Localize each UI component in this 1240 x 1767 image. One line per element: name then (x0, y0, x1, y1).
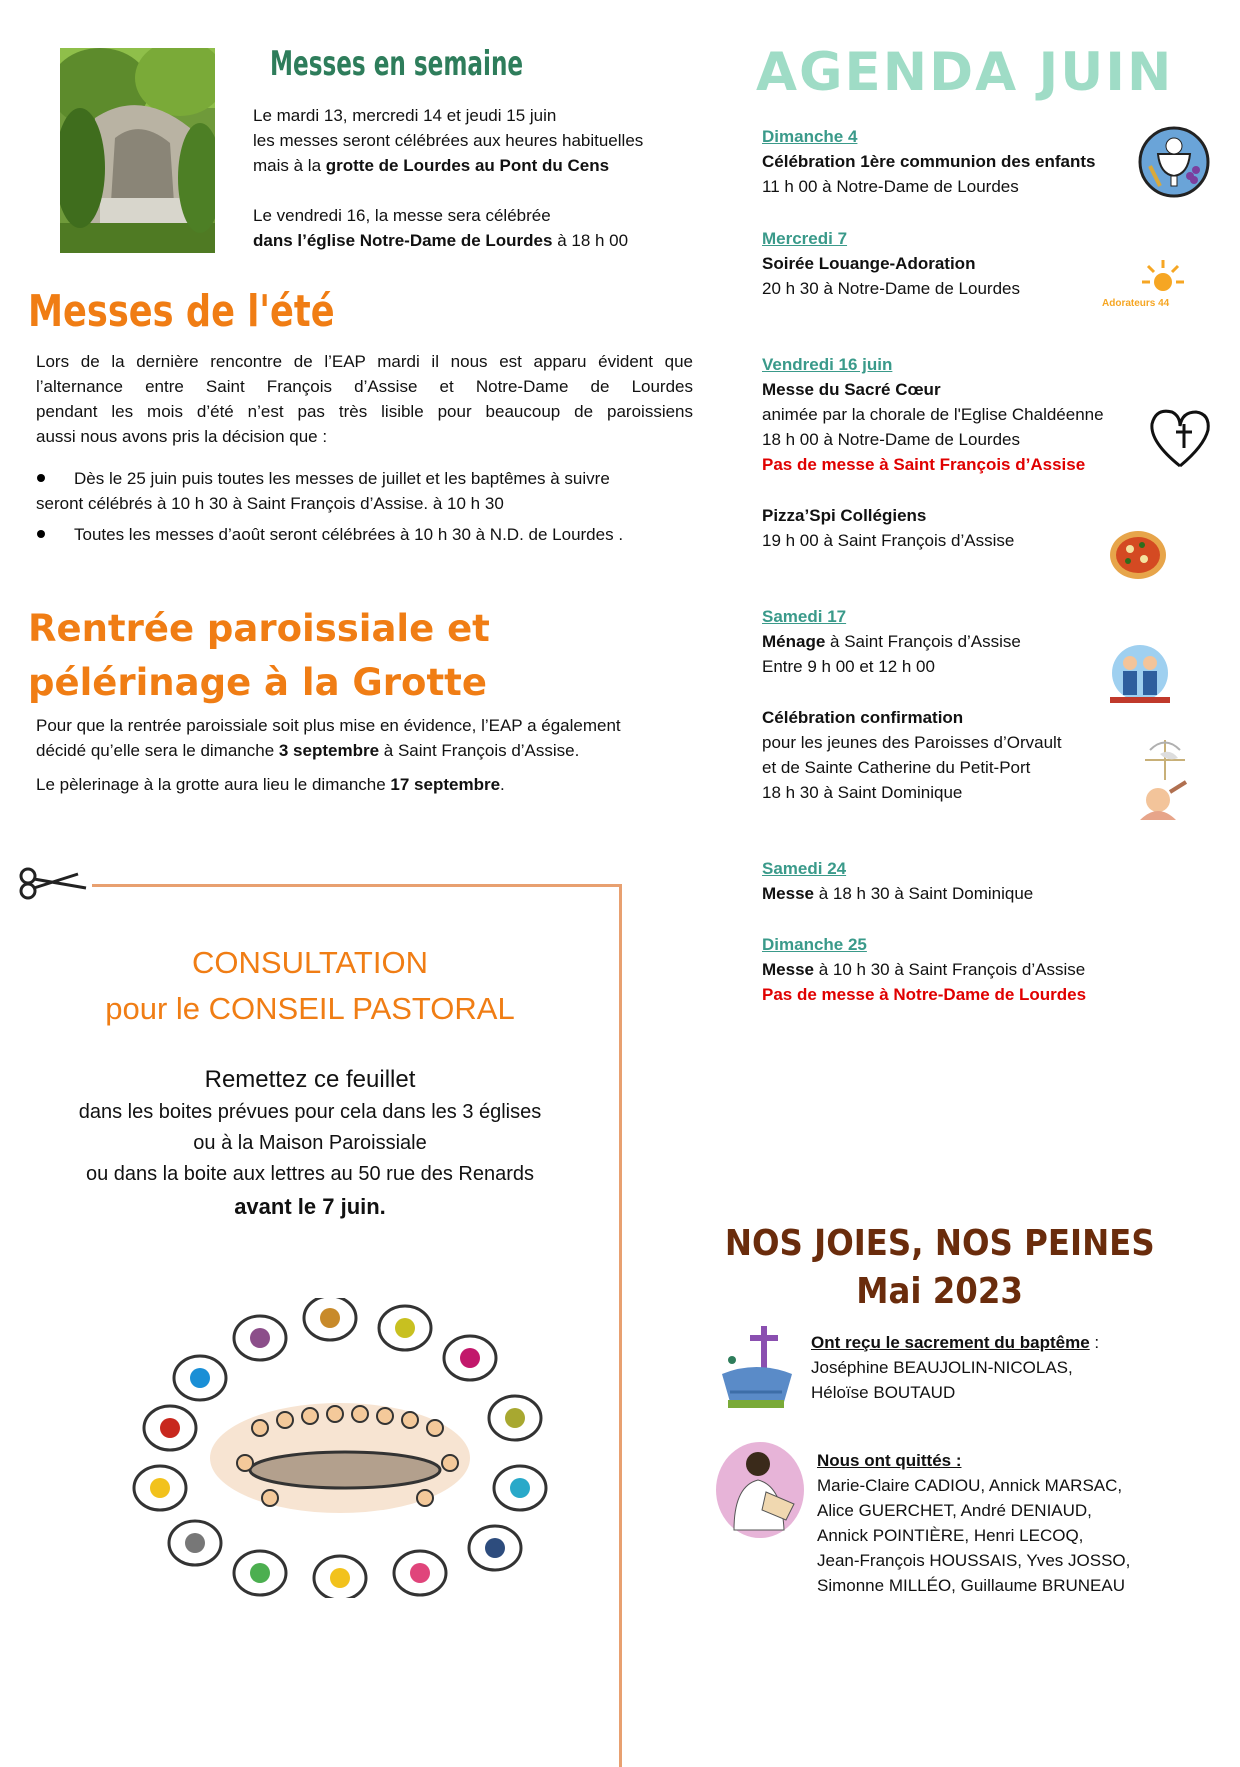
agenda-date-ven16: Vendredi 16 juin (762, 355, 893, 374)
quittes-text: Nous ont quittés : Marie-Claire CADIOU, Annick MARSAC, Alice GUERCHET, André DENIAUD, Annick POINTIÈRE, Henri LECOQ, Jean-François HOUSSAIS, Yves JOSSO, Simonne MILLÉO, Guillaume BRUNEAU (817, 1451, 1131, 1595)
semaine-title: Messes en semaine (270, 44, 524, 84)
discussion-group-icon (120, 1298, 560, 1598)
agenda-date-mer7: Mercredi 7 (762, 229, 848, 248)
communion-icon (1138, 126, 1210, 198)
funeral-icon (714, 1440, 806, 1540)
sun-adorateurs-icon (1100, 258, 1190, 318)
joies-title: NOS JOIES, NOS PEINES Mai 2023 (725, 1223, 1155, 1312)
bapteme-text: Ont reçu le sacrement du baptême : Joséphine BEAUJOLIN-NICOLAS, Héloïse BOUTAUD (811, 1333, 1100, 1402)
rentree-title: Rentrée paroissiale et pélérinage à la Grotte (28, 607, 490, 704)
scissors-icon (16, 866, 96, 900)
agenda-title: AGENDA JUIN (756, 42, 1174, 103)
consultation-title: CONSULTATION pour le CONSEIL PASTORAL (105, 945, 515, 1026)
grotto-photo (60, 48, 215, 253)
semaine-text: Le mardi 13, mercredi 14 et jeudi 15 juin les messes seront célébrées aux heures habituelles mais à la grotte de Lourdes au Pont du Cens Le vendredi 16, la messe sera célébrée dans l’église Notre-Dame de Lourdes à 18 h 00 (253, 106, 644, 250)
confirmation-icon (1130, 730, 1200, 822)
pizza-icon (1108, 529, 1168, 581)
rentree-text: Pour que la rentrée paroissiale soit plus mise en évidence, l’EAP a également décidé qu’elle sera le dimanche 3 septembre à Saint François d’Assise. Le pèlerinage à la grotte aura lieu le dimanche 17 septembre. (36, 716, 621, 794)
consultation-text: Remettez ce feuillet dans les boites prévues pour cela dans les 3 églises ou à la Maison Paroissiale ou dans la boite aux lettres au 50 rue des Renards avant le 7 juin. (78, 1066, 542, 1219)
ete-bullets: Dès le 25 juin puis toutes les messes de juillet et les baptêmes à suivre seront célébrés à 10 h 30 à Saint François d’Assise. à 10 h 30 Toutes les messes d’août seront célébrées à 10 h 30 à N.D. de Lourdes . (36, 469, 624, 544)
adorateurs-label: Adorateurs 44 (1102, 298, 1170, 309)
agenda-list: Dimanche 4 Célébration 1ère communion des enfants 11 h 00 à Notre-Dame de Lourdes Mercredi 7 Soirée Louange-Adoration 20 h 30 à Notre-Dame de Lourdes Vendredi 16 juin Messe du Sacré Cœur animée par la chorale de l'Eglise Chaldéenne 18 h 00 à Notre-Dame de Lourdes Pas de messe à Saint François d’Assise Pizza’Spi Collégiens 19 h 00 à Saint François d’Assise Samedi 17 Ménage à Saint François d’Assise Entre 9 h 00 et 12 h 00 Célébration confirmation pour les jeunes des Paroisses d’Orvault et de Sainte Catherine du Petit-Port 18 h 30 à Saint Dominique Samedi 24 Messe à 18 h 30 à Saint Dominique Dimanche 25 Messe à 10 h 30 à Saint François d’Assise Pas de messe à Notre-Dame de Lourdes (762, 124, 1104, 1007)
ete-title: Messes de l'été (28, 286, 335, 337)
agenda-date-sam24: Samedi 24 (762, 859, 847, 878)
agenda-date-dim25: Dimanche 25 (762, 935, 867, 954)
baptism-icon (712, 1322, 800, 1412)
heart-cross-icon (1146, 404, 1214, 470)
ete-text: Lors de la dernière rencontre de l’EAP mardi il nous est apparu évident que l’alternance entre Saint François d’Assise et Notre-Dame de Lourdes pendant les mois d’été n’est pas très lisible pour beaucoup de paroissiens aussi nous avons pris la décision que : (36, 352, 693, 446)
agenda-date-sam17: Samedi 17 (762, 607, 847, 626)
cleaning-icon (1110, 643, 1170, 705)
agenda-date-dim4: Dimanche 4 (762, 127, 858, 146)
